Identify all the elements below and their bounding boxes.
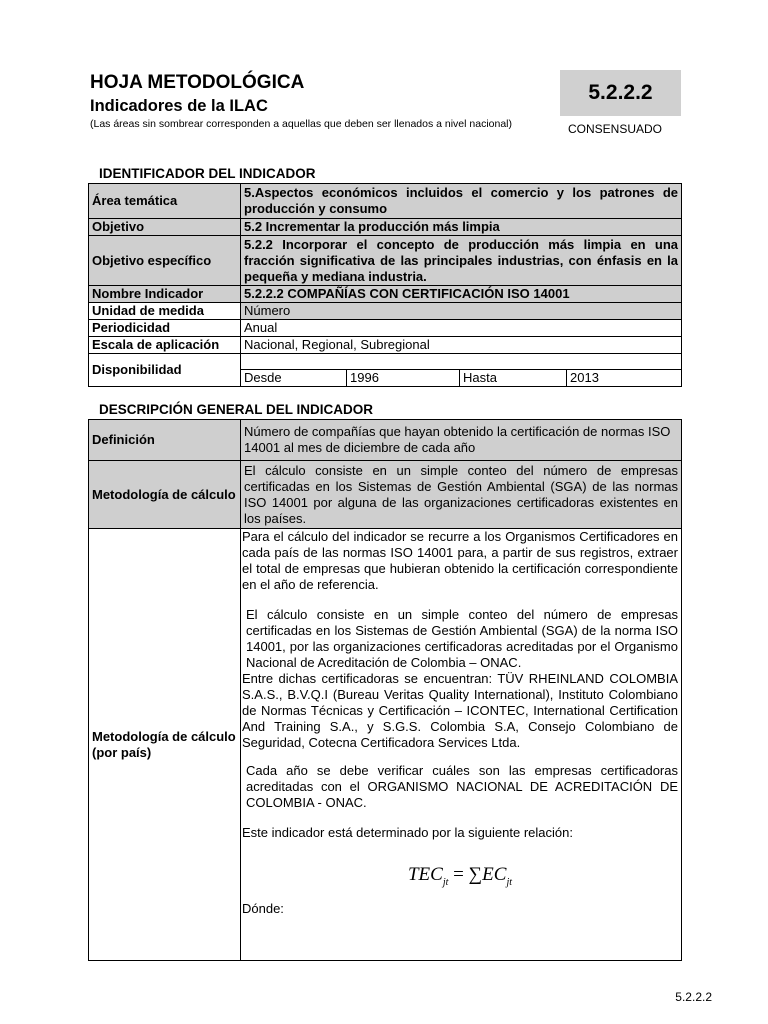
formula-equals-sum: = ∑ — [448, 864, 483, 885]
desde-value: 1996 — [347, 370, 460, 387]
descripcion-table — [88, 419, 682, 961]
pais-paragraph-5: Este indicador está determinado por la siguiente relación: — [242, 825, 573, 840]
metodologia-pais-label: Metodología de cálculo (por país) — [89, 529, 241, 961]
unidad-medida-value: Número — [241, 303, 682, 320]
periodicidad-label: Periodicidad — [89, 320, 241, 337]
disponibilidad-label: Disponibilidad — [89, 354, 241, 387]
pais-paragraph-6: Dónde: — [242, 900, 284, 916]
indicator-code-box: 5.2.2.2 — [560, 70, 681, 116]
definicion-value: Número de compañías que hayan obtenido la certificación de normas ISO 14001 al mes de diciembre de cada año — [241, 420, 682, 461]
status-label: CONSENSUADO — [568, 122, 663, 136]
objetivo-value: 5.2 Incrementar la producción más limpia — [241, 219, 682, 236]
formula-rhs: EC — [482, 864, 507, 885]
disponibilidad-blank-cell — [241, 354, 682, 370]
nombre-indicador-label: Nombre Indicador — [89, 286, 241, 303]
hasta-value: 2013 — [567, 370, 682, 387]
objetivo-label: Objetivo — [89, 219, 241, 236]
objetivo-especifico-value: 5.2.2 Incorporar el concepto de producción más limpia en una fracción significativa de las principales industrias, con énfasis en la pequeña y mediana industria. — [241, 236, 682, 286]
objetivo-especifico-label: Objetivo específico — [89, 236, 241, 286]
pais-paragraph-4: Cada año se debe verificar cuáles son las empresas certificadoras acreditadas con el ORGANISMO NACIONAL DE ACREDITACIÓN DE COLOMBIA - ONAC. — [246, 763, 678, 810]
unidad-medida-label: Unidad de medida — [89, 303, 241, 320]
footer-page-code: 5.2.2.2 — [675, 990, 712, 1004]
escala-aplicacion-value: Nacional, Regional, Subregional — [241, 337, 682, 354]
area-tematica-label: Área temática — [89, 184, 241, 219]
formula-lhs-sub: jt — [442, 876, 449, 888]
definicion-label: Definición — [89, 420, 241, 461]
metodologia-pais-cell — [241, 529, 682, 961]
document-title: HOJA METODOLÓGICA — [90, 72, 305, 93]
formula — [242, 864, 678, 891]
pais-paragraph-3: Entre dichas certificadoras se encuentran: TÜV RHEINLAND COLOMBIA S.A.S., B.V.Q.I (Bureau Veritas Quality International), Instituto Colombiano de Normas Técnicas y Certificación – ICONTEC, International Certification And Training S.A., y S.G.S. Colombia S.A, Consejo Colombiano de Seguridad, Cotecna Certificadora Services Ltda. — [242, 671, 678, 750]
escala-aplicacion-label: Escala de aplicación — [89, 337, 241, 354]
desde-label: Desde — [241, 370, 347, 387]
periodicidad-value: Anual — [241, 320, 682, 337]
hasta-label: Hasta — [460, 370, 567, 387]
section-heading-identificador: IDENTIFICADOR DEL INDICADOR — [99, 166, 316, 181]
document-subtitle: Indicadores de la ILAC — [90, 97, 268, 115]
formula-rhs-sub: jt — [506, 876, 513, 888]
header-note: (Las áreas sin sombrear corresponden a aquellas que deben ser llenados a nivel nacional) — [90, 118, 513, 130]
formula-lhs: TEC — [407, 864, 443, 885]
nombre-indicador-value: 5.2.2.2 COMPAÑÍAS CON CERTIFICACIÓN ISO 14001 — [241, 286, 682, 303]
metodologia-calculo-value: El cálculo consiste en un simple conteo del número de empresas certificadas en los Sistemas de Gestión Ambiental (SGA) de las normas ISO 14001 por alguna de las organizaciones certificadoras existentes en los países. — [241, 461, 682, 529]
pais-paragraph-1: Para el cálculo del indicador se recurre a los Organismos Certificadores en cada país de las normas ISO 14001 para, a partir de sus registros, extraer el total de empresas que hubieran obtenido la certificación correspondiente en el año de referencia. — [242, 529, 678, 592]
section-heading-descripcion: DESCRIPCIÓN GENERAL DEL INDICADOR — [99, 402, 374, 417]
area-tematica-value: 5.Aspectos económicos incluidos el comercio y los patrones de producción y consumo — [241, 184, 682, 219]
metodologia-calculo-label: Metodología de cálculo — [89, 461, 241, 529]
identificador-table — [88, 183, 682, 387]
pais-paragraph-2: El cálculo consiste en un simple conteo del número de empresas certificadas en los Sistemas de Gestión Ambiental (SGA) de la norma ISO 14001, por las organizaciones certificadoras acreditadas por el Organismo Nacional de Acreditación de Colombia – ONAC. — [246, 607, 678, 670]
